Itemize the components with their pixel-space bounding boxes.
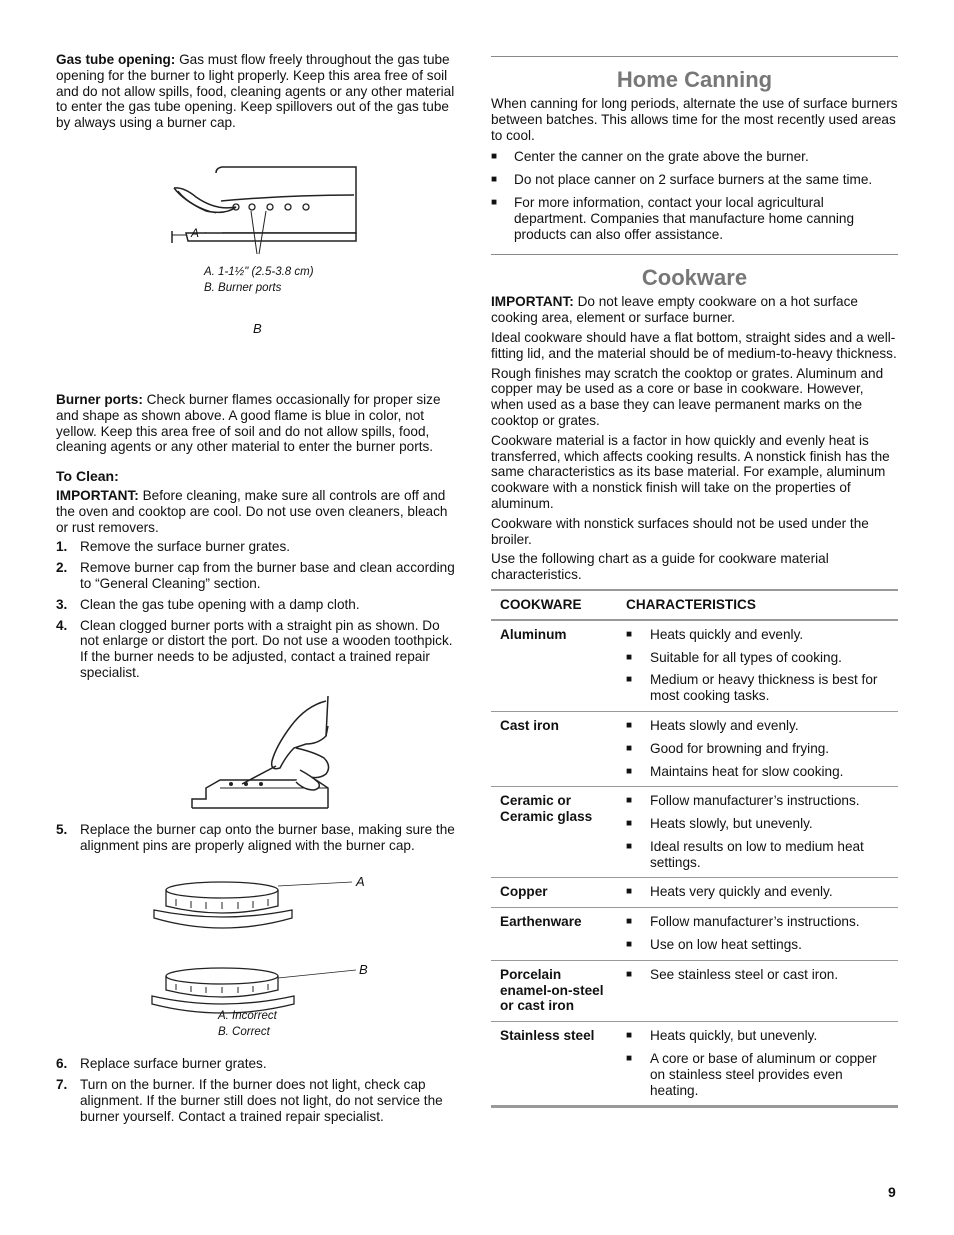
cookware-name-cell: Aluminum bbox=[491, 620, 617, 712]
list-item bbox=[491, 149, 898, 165]
table-row bbox=[491, 1022, 898, 1107]
characteristics-list bbox=[626, 718, 889, 779]
home-canning-list bbox=[491, 149, 898, 242]
table-row bbox=[491, 908, 898, 961]
characteristics-cell bbox=[617, 878, 898, 908]
list-item bbox=[626, 793, 889, 809]
figure1-caption-a: A. 1-1½" (2.5-3.8 cm) bbox=[204, 266, 314, 278]
square-bullet-icon: ■ bbox=[626, 939, 633, 951]
square-bullet-icon: ■ bbox=[491, 196, 498, 208]
list-item-text: See stainless steel or cast iron. bbox=[650, 966, 839, 982]
list-item-text: Suitable for all types of cooking. bbox=[650, 649, 842, 665]
square-bullet-icon: ■ bbox=[626, 795, 633, 807]
list-item bbox=[626, 816, 889, 832]
list-item bbox=[626, 764, 889, 780]
burner-cap-diagram bbox=[56, 866, 462, 1016]
burner-ports-text: Check burner flames occasionally for proper size and shape as shown above. A good flame is blue in color, not yellow. Keep this area free of soil and do not allow spills, food, cleaning agents or any other material to enter the burner ports. bbox=[56, 391, 441, 455]
step-text: Clean the gas tube opening with a damp cloth. bbox=[80, 596, 360, 612]
list-item-text: Center the canner on the grate above the burner. bbox=[514, 149, 809, 165]
list-item bbox=[626, 1028, 889, 1044]
figure3-caption-a: A. Incorrect bbox=[218, 1010, 277, 1023]
list-item bbox=[626, 627, 889, 643]
step-4 bbox=[56, 618, 462, 681]
characteristics-cell bbox=[617, 908, 898, 961]
list-item bbox=[626, 967, 889, 983]
square-bullet-icon: ■ bbox=[626, 818, 633, 830]
step-text: Remove burner cap from the burner base and clean according to “General Cleaning” section. bbox=[80, 560, 455, 591]
pin-cleaning-figure bbox=[56, 686, 462, 816]
list-item bbox=[626, 937, 889, 953]
list-item bbox=[626, 839, 889, 871]
cookware-divider bbox=[491, 254, 898, 255]
list-item-text: Heats slowly, but unevenly. bbox=[650, 816, 813, 832]
figure3-caption-b: B. Correct bbox=[218, 1026, 270, 1039]
table-row bbox=[491, 960, 898, 1021]
to-clean-important-label: IMPORTANT: bbox=[56, 487, 139, 503]
list-item-text: Heats quickly and evenly. bbox=[650, 626, 804, 642]
list-item bbox=[626, 741, 889, 757]
cookware-important bbox=[491, 294, 898, 326]
square-bullet-icon: ■ bbox=[626, 719, 633, 731]
list-item bbox=[626, 884, 889, 900]
cookware-important-label: IMPORTANT: bbox=[491, 294, 574, 310]
burner-ports-paragraph bbox=[56, 392, 462, 455]
cookware-name-cell: Earthenware bbox=[491, 908, 617, 961]
cookware-table bbox=[491, 589, 898, 1109]
cookware-name-cell: Ceramic or Ceramic glass bbox=[491, 787, 617, 878]
column-header-cookware: COOKWARE bbox=[491, 590, 617, 620]
cookware-name-cell: Copper bbox=[491, 878, 617, 908]
gas-tube-paragraph bbox=[56, 52, 462, 131]
cookware-name-cell: Porcelain enamel-on-steel or cast iron bbox=[491, 960, 617, 1021]
figure3-label-a: A bbox=[356, 874, 365, 890]
step-5 bbox=[56, 822, 462, 854]
table-row bbox=[491, 787, 898, 878]
step-7 bbox=[56, 1077, 462, 1124]
table-row bbox=[491, 620, 898, 712]
step-text: Clean clogged burner ports with a straight pin as shown. Do not enlarge or distort the port. Do not use a wooden toothpick. If the burner needs to be adjusted, contact a trained repair specialist. bbox=[80, 617, 453, 680]
step-number: 2. bbox=[56, 560, 68, 576]
step-number: 7. bbox=[56, 1077, 68, 1093]
cookware-title: Cookware bbox=[641, 265, 748, 291]
square-bullet-icon: ■ bbox=[626, 840, 633, 852]
step-number: 5. bbox=[56, 821, 68, 837]
square-bullet-icon: ■ bbox=[626, 1053, 633, 1065]
gas-tube-text: Gas must flow freely throughout the gas tube opening for the burner to light properly. Keep this area free of soil and do not allow spills, food, cleaning agents or any other material to enter the gas tube opening. Keep spillovers out of the gas tube by always using a burner cap. bbox=[56, 52, 455, 131]
characteristics-cell bbox=[617, 1022, 898, 1107]
characteristics-list bbox=[626, 884, 889, 900]
list-item bbox=[626, 650, 889, 666]
cookware-paragraph: Rough finishes may scratch the cooktop or grates. Aluminum and copper may be used as a core or base in cookware. However, when used as a base they can leave permanent marks on the cooktop or grates. bbox=[491, 365, 884, 428]
step-3 bbox=[56, 597, 462, 613]
characteristics-cell bbox=[617, 620, 898, 712]
list-item-text: Use on low heat settings. bbox=[650, 937, 802, 953]
figure1-label-b: B bbox=[253, 320, 262, 336]
step-number: 6. bbox=[56, 1056, 68, 1072]
step-number: 3. bbox=[56, 596, 68, 612]
list-item-text: Ideal results on low to medium heat settings. bbox=[650, 838, 864, 870]
characteristics-cell bbox=[617, 711, 898, 786]
figure1-label-a: A bbox=[191, 225, 200, 240]
cleaning-step-5 bbox=[56, 822, 462, 854]
characteristics-list bbox=[626, 793, 889, 870]
list-item bbox=[626, 672, 889, 704]
step-2 bbox=[56, 560, 462, 592]
square-bullet-icon: ■ bbox=[491, 174, 498, 186]
table-header-row bbox=[491, 590, 898, 620]
figure3-label-b: B bbox=[359, 962, 368, 978]
square-bullet-icon: ■ bbox=[626, 742, 633, 754]
cookware-paragraph: Cookware material is a factor in how quickly and evenly heat is transferred, which affects cooking results. A nonstick finish has the same characteristics as its base material. For example, aluminum cookware with a nonstick finish will take on the properties of aluminum. bbox=[491, 432, 890, 511]
cookware-paragraph: Ideal cookware should have a flat bottom, straight sides and a well-fitting lid, and the material should be of medium-to-heavy thickness. bbox=[491, 329, 897, 361]
square-bullet-icon: ■ bbox=[626, 651, 633, 663]
list-item-text: Maintains heat for slow cooking. bbox=[650, 763, 844, 779]
list-item-text: Follow manufacturer’s instructions. bbox=[650, 793, 860, 809]
step-text: Turn on the burner. If the burner does not light, check cap alignment. If the burner still does not light, do not service the burner yourself. Contact a trained repair specialist. bbox=[80, 1077, 443, 1124]
list-item bbox=[491, 172, 898, 188]
right-column bbox=[491, 56, 898, 1108]
square-bullet-icon: ■ bbox=[626, 968, 633, 980]
step-text: Replace the burner cap onto the burner base, making sure the alignment pins are properly aligned with the burner cap. bbox=[80, 821, 455, 853]
to-clean-important-text: Before cleaning, make sure all controls are off and the oven and cooktop are cool. Do not use oven cleaners, bleach or rust removers. bbox=[56, 487, 448, 535]
characteristics-list bbox=[626, 914, 889, 953]
page-number: 9 bbox=[888, 1184, 896, 1200]
cookware-paragraph: Use the following chart as a guide for cookware material characteristics. bbox=[491, 551, 829, 583]
list-item-text: Follow manufacturer’s instructions. bbox=[650, 914, 860, 930]
list-item bbox=[491, 195, 898, 242]
square-bullet-icon: ■ bbox=[626, 674, 633, 686]
pin-cleaning-diagram bbox=[56, 686, 462, 816]
gas-tube-diagram bbox=[56, 143, 462, 268]
characteristics-list bbox=[626, 967, 889, 983]
cookware-name-cell: Cast iron bbox=[491, 711, 617, 786]
burner-ports-label: Burner ports: bbox=[56, 391, 143, 407]
gas-tube-label: Gas tube opening: bbox=[56, 52, 176, 67]
step-number: 1. bbox=[56, 539, 68, 555]
figure1-caption bbox=[204, 264, 314, 296]
square-bullet-icon: ■ bbox=[626, 916, 633, 928]
step-text: Replace surface burner grates. bbox=[80, 1056, 267, 1072]
list-item bbox=[626, 1051, 889, 1098]
step-number: 4. bbox=[56, 617, 68, 633]
step-1 bbox=[56, 539, 462, 555]
figure3-caption bbox=[218, 1008, 277, 1040]
list-item-text: Heats slowly and evenly. bbox=[650, 717, 799, 733]
list-item bbox=[626, 914, 889, 930]
burner-cap-figure bbox=[56, 858, 462, 1054]
list-item bbox=[626, 718, 889, 734]
list-item-text: Heats very quickly and evenly. bbox=[650, 884, 833, 900]
list-item-text: Heats quickly, but unevenly. bbox=[650, 1028, 818, 1044]
home-canning-divider bbox=[491, 56, 898, 57]
to-clean-heading: To Clean: bbox=[56, 468, 119, 485]
square-bullet-icon: ■ bbox=[626, 1030, 633, 1042]
characteristics-list bbox=[626, 1028, 889, 1098]
square-bullet-icon: ■ bbox=[491, 151, 498, 163]
step-6 bbox=[56, 1056, 462, 1072]
square-bullet-icon: ■ bbox=[626, 765, 633, 777]
figure1-caption-b: B. Burner ports bbox=[204, 282, 282, 294]
list-item-text: Good for browning and frying. bbox=[650, 740, 830, 756]
square-bullet-icon: ■ bbox=[626, 886, 633, 898]
step-text: Remove the surface burner grates. bbox=[80, 539, 291, 555]
column-header-characteristics: CHARACTERISTICS bbox=[617, 590, 898, 620]
cookware-paragraph: Cookware with nonstick surfaces should not be used under the broiler. bbox=[491, 515, 869, 547]
table-row bbox=[491, 711, 898, 786]
characteristics-list bbox=[626, 627, 889, 704]
list-item-text: A core or base of aluminum or copper on stainless steel provides even heating. bbox=[650, 1051, 877, 1098]
characteristics-cell bbox=[617, 787, 898, 878]
list-item-text: For more information, contact your local agricultural department. Companies that manufacture home canning products can also offer assistance. bbox=[514, 194, 855, 242]
cookware-name-cell: Stainless steel bbox=[491, 1022, 617, 1107]
home-canning-intro: When canning for long periods, alternate the use of surface burners between batches. This allows time for the most recently used areas to cool. bbox=[491, 96, 898, 143]
list-item-text: Medium or heavy thickness is best for most cooking tasks. bbox=[650, 672, 878, 704]
square-bullet-icon: ■ bbox=[626, 628, 633, 640]
home-canning-title: Home Canning bbox=[616, 67, 773, 92]
cleaning-steps-6-7 bbox=[56, 1056, 462, 1124]
characteristics-cell bbox=[617, 960, 898, 1021]
table-row bbox=[491, 878, 898, 908]
cookware-important-text: Do not leave empty cookware on a hot surface cooking area, element or surface burner. bbox=[491, 294, 858, 326]
left-column bbox=[56, 52, 462, 1130]
list-item-text: Do not place canner on 2 surface burners at the same time. bbox=[514, 172, 873, 188]
cleaning-steps-1-4 bbox=[56, 539, 462, 680]
to-clean-important bbox=[56, 488, 462, 535]
